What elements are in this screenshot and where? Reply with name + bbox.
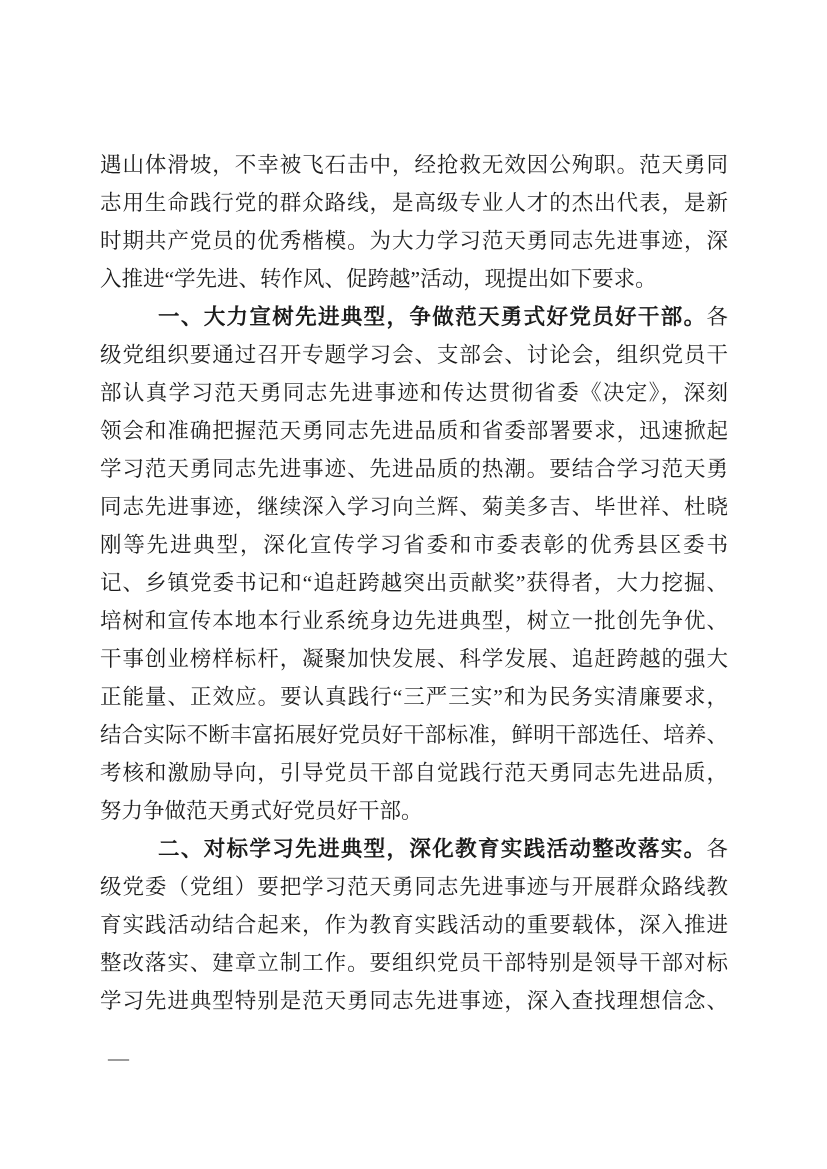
text-line <box>100 450 728 488</box>
body-text-segment: 志用生命践行党的群众路线，是高级专业人才的杰出代表，是新 <box>100 191 728 215</box>
body-text-segment: 正能量、正效应。要认真践行“三严三实”和为民务实清廉要求， <box>100 685 728 709</box>
text-line <box>100 374 728 412</box>
body-text-segment: 刚等先进典型，深化宣传学习省委和市委表彰的优秀县区委书 <box>100 533 728 557</box>
body-text-segment: 学习范天勇同志先进事迹、先进品质的热潮。要结合学习范天勇 <box>100 457 728 481</box>
heading-text-segment: 一、大力宣树先进典型，争做范天勇式好党员好干部。 <box>158 305 707 329</box>
text-line <box>100 944 728 982</box>
body-text-segment: 学习先进典型特别是范天勇同志先进事迹，深入查找理想信念、 <box>100 989 728 1013</box>
text-line <box>100 868 728 906</box>
body-text-segment: 考核和激励导向，引导党员干部自觉践行范天勇同志先进品质， <box>100 761 728 785</box>
body-text-segment: 各 <box>706 837 728 861</box>
body-text-segment: 记、乡镇党委书记和“追赶跨越突出贡献奖”获得者，大力挖掘、 <box>100 571 728 595</box>
text-line <box>100 222 728 260</box>
body-text-segment: 努力争做范天勇式好党员好干部。 <box>100 799 423 823</box>
text-line <box>100 412 728 450</box>
text-line <box>100 260 728 298</box>
text-line <box>100 830 728 868</box>
text-line <box>100 184 728 222</box>
body-text-segment: 遇山体滑坡，不幸被飞石击中，经抢救无效因公殉职。范天勇同 <box>100 153 728 177</box>
body-text-segment: 时期共产党员的优秀楷模。为大力学习范天勇同志先进事迹，深 <box>100 229 728 253</box>
body-text-segment: 干事创业榜样标杆，凝聚加快发展、科学发展、追赶跨越的强大 <box>100 647 728 671</box>
body-text-segment: 结合实际不断丰富拓展好党员好干部标准，鲜明干部选任、培养、 <box>100 723 728 747</box>
body-text-segment: 级党委（党组）要把学习范天勇同志先进事迹与开展群众路线教 <box>100 875 728 899</box>
text-line <box>100 564 728 602</box>
text-line <box>100 678 728 716</box>
text-line <box>100 982 728 1020</box>
text-line <box>100 526 728 564</box>
body-text-segment: 培树和宣传本地本行业系统身边先进典型，树立一批创先争优、 <box>100 609 728 633</box>
page-number-dash: — <box>108 1046 129 1070</box>
text-line <box>100 716 728 754</box>
body-text-segment: 各 <box>706 305 728 329</box>
text-line <box>100 906 728 944</box>
text-line <box>100 336 728 374</box>
text-line <box>100 298 728 336</box>
body-text-segment: 部认真学习范天勇同志先进事迹和传达贯彻省委《决定》，深刻 <box>100 381 728 405</box>
body-text-segment: 级党组织要通过召开专题学习会、支部会、讨论会，组织党员干 <box>100 343 728 367</box>
heading-text-segment: 二、对标学习先进典型，深化教育实践活动整改落实。 <box>158 837 707 861</box>
text-line <box>100 754 728 792</box>
body-text-segment: 育实践活动结合起来，作为教育实践活动的重要载体，深入推进 <box>100 913 728 937</box>
body-text-segment: 同志先进事迹，继续深入学习向兰辉、菊美多吉、毕世祥、杜晓 <box>100 495 728 519</box>
document-text-block <box>100 146 728 1020</box>
text-line <box>100 146 728 184</box>
text-line <box>100 792 728 830</box>
body-text-segment: 入推进“学先进、转作风、促跨越”活动，现提出如下要求。 <box>100 267 657 291</box>
text-line <box>100 602 728 640</box>
text-line <box>100 640 728 678</box>
body-text-segment: 整改落实、建章立制工作。要组织党员干部特别是领导干部对标 <box>100 951 728 975</box>
text-line <box>100 488 728 526</box>
body-text-segment: 领会和准确把握范天勇同志先进品质和省委部署要求，迅速掀起 <box>100 419 728 443</box>
